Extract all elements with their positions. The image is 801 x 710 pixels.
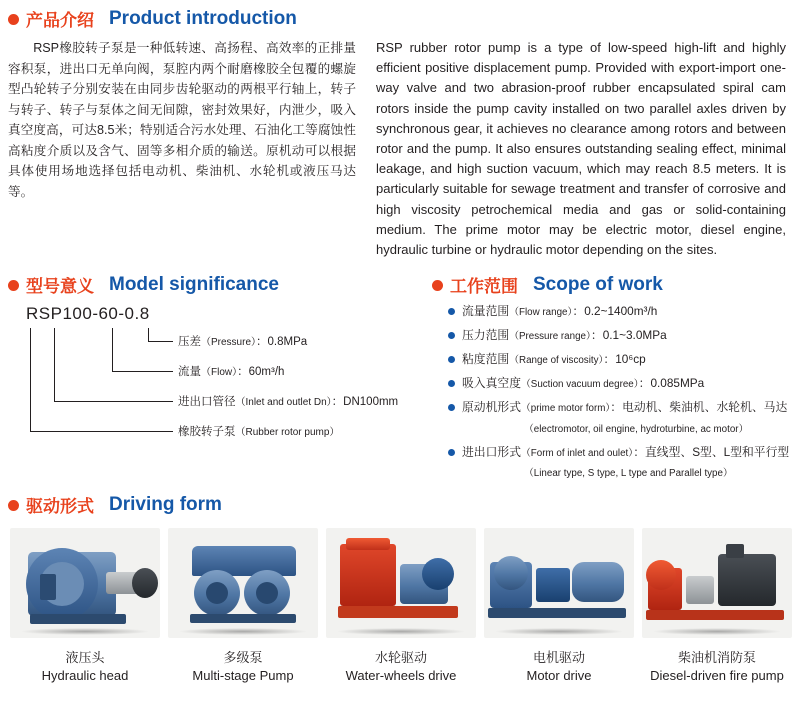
scope-viscosity-range: 粘度范围（Range of viscosity）：10⁶cp: [462, 352, 646, 366]
caption-en: Water-wheels drive: [345, 668, 457, 683]
model-label-diameter: 进出口管径（Inlet and outlet Dn）：DN100mm: [178, 396, 399, 408]
list-item: [448, 350, 793, 371]
leader-line: [54, 401, 173, 402]
model-code: RSP100-60-0.8: [26, 304, 150, 323]
leader-line: [112, 328, 113, 372]
caption-cn: 电机驱动: [532, 650, 585, 665]
gallery-item: [326, 528, 476, 683]
bullet-dot-icon: [448, 404, 455, 411]
list-item: [448, 326, 793, 347]
bullet-dot-icon: [448, 332, 455, 339]
list-item: [448, 374, 793, 395]
model-significance-diagram: [8, 300, 399, 470]
scope-of-work-list: [448, 302, 793, 487]
bullet-dot-icon: [8, 14, 19, 25]
caption-en: Multi-stage Pump: [192, 668, 294, 683]
caption-cn: 水轮驱动: [374, 650, 427, 665]
caption-cn: 液压头: [65, 650, 105, 665]
section-heading-scope: [432, 272, 663, 297]
section-title-en: Scope of work: [533, 273, 663, 295]
caption-cn: 柴油机消防泵: [677, 650, 756, 665]
section-heading-model: [8, 272, 279, 297]
intro-text-en: RSP rubber rotor pump is a type of low-speed high-lift and highly efficient positive displacement pump. Provided with export-import one-way valve and two abrasion-proof rubber encapsulated spiral cam rotors inside the pump cavity installed on two parallel axles driven by synchronous gear, it achieves no clearance among rotors and between rotor and the pump. It also ensures outstanding sealing effect, minimal leakage, and high suction vacuum, which may reach 8.5 meters. It is particularly suitable for sewage treatment and transfer of corrosive and high viscosity petrochemical media and gas or solid-containing medium. The prime motor may be electric motor, diesel engine, hydraulic turbine or hydraulic motor depending on the sites.: [376, 40, 786, 258]
bullet-dot-icon: [432, 280, 443, 291]
leader-line: [30, 328, 31, 432]
bullet-dot-icon: [448, 380, 455, 387]
leader-line: [148, 341, 173, 342]
leader-line: [112, 371, 173, 372]
leader-line: [54, 328, 55, 402]
section-title-cn: 型号意义: [26, 277, 94, 296]
bullet-dot-icon: [448, 308, 455, 315]
model-label-pressure: 压差（Pressure）：0.8MPa: [178, 336, 308, 348]
intro-text-cn: [8, 38, 356, 260]
product-photo-hydraulic-head: [10, 528, 160, 638]
list-item: [448, 302, 793, 323]
scope-flow-range: 流量范围（Flow range）：0.2~1400m³/h: [462, 304, 658, 318]
scope-suction-vacuum: 吸入真空度（Suction vacuum degree）：0.085MPa: [462, 376, 705, 390]
model-label-pumptype: 橡胶转子泵（Rubber rotor pump）: [178, 426, 340, 438]
bullet-dot-icon: [8, 500, 19, 511]
product-photo-motor-drive: [484, 528, 634, 638]
list-item: [448, 398, 793, 439]
leader-line: [148, 328, 149, 342]
intro-paragraph-cn: RSP橡胶转子泵是一种低转速、高扬程、高效率的正排量容积泵，进出口无单向阀，泵腔内两个耐磨橡胶全包覆的螺旋型凸轮转子分别安装在由同步齿轮驱动的两根平行轴上，转子与转子、转子与泵体之间无间隙，密封效果好，内泄少，吸入真空度高，可达8.5米；特别适合污水处理、石油化工等腐蚀性高粘度介质以及含气、固等多相介质的输送。原机动可以根据具体使用场地选择包括电动机、柴油机、水轮机或液压马达等。: [8, 41, 356, 199]
section-title-cn: 产品介绍: [26, 11, 94, 30]
section-title-en: Product introduction: [109, 7, 297, 29]
scope-inlet-outlet-form: 进出口形式（Form of inlet and oulet）：直线型、S型、L型和平行型 （Linear type, S type, L type and Parallel type）: [462, 444, 790, 479]
caption-en: Motor drive: [526, 668, 592, 683]
bullet-dot-icon: [448, 449, 455, 456]
section-title-cn: 工作范围: [450, 277, 518, 296]
caption-en: Hydraulic head: [41, 668, 129, 683]
bullet-dot-icon: [8, 280, 19, 291]
list-item: [448, 443, 793, 484]
section-title-cn: 驱动形式: [26, 497, 94, 516]
model-label-flow: 流量（Flow）：60m³/h: [178, 366, 285, 378]
bullet-dot-icon: [448, 356, 455, 363]
intro-columns: [8, 38, 794, 260]
scope-prime-motor: 原动机形式（prime motor form）：电动机、柴油机、水轮机、马达 （electromotor, oil engine, hydroturbine, ac motor）: [462, 400, 788, 435]
scope-pressure-range: 压力范围（Pressure range）：0.1~3.0MPa: [462, 328, 667, 342]
gallery-item: [642, 528, 792, 683]
section-heading-intro: [8, 6, 297, 31]
product-photo-diesel-fire-pump: [642, 528, 792, 638]
gallery-item: [10, 528, 160, 683]
section-title-en: Driving form: [109, 493, 222, 515]
product-photo-waterwheel-drive: [326, 528, 476, 638]
caption-en: Diesel-driven fire pump: [650, 668, 784, 683]
driving-form-gallery: [10, 528, 792, 683]
product-photo-multistage-pump: [168, 528, 318, 638]
leader-line: [30, 431, 173, 432]
section-title-en: Model significance: [109, 273, 279, 295]
gallery-item: [168, 528, 318, 683]
caption-cn: 多级泵: [223, 650, 263, 665]
section-heading-driving: [8, 492, 222, 517]
gallery-item: [484, 528, 634, 683]
